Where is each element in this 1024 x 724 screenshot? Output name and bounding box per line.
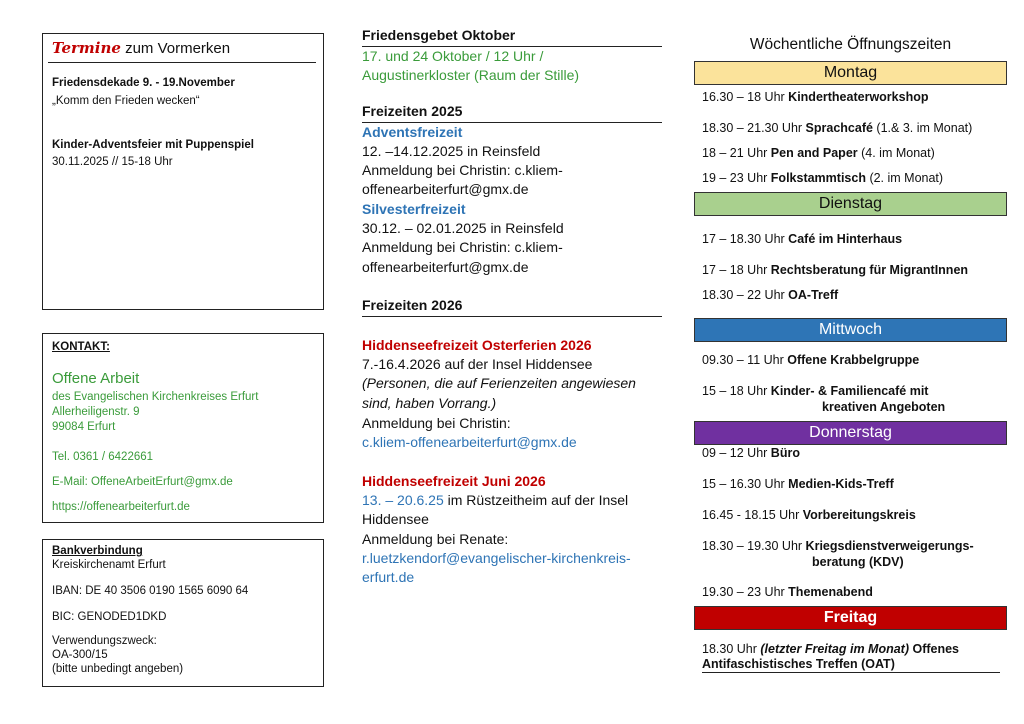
silvesterfreizeit-registration-email: offenearbeiterfurt@gmx.de xyxy=(362,259,529,275)
kontakt-email[interactable]: E-Mail: OffeneArbeitErfurt@gmx.de xyxy=(52,476,233,488)
silvesterfreizeit-title: Silvesterfreizeit xyxy=(362,201,466,217)
termine-title: Termine zum Vormerken xyxy=(52,39,231,57)
freitag-divider xyxy=(702,672,1000,673)
hiddensee-ostern-note1: (Personen, die auf Ferienzeiten angewiesen xyxy=(362,375,636,391)
day-montag: Montag xyxy=(694,61,1007,85)
hiddensee-juni-email1[interactable]: r.luetzkendorf@evangelischer-kirchenkreis- xyxy=(362,550,631,566)
friedensgebet-line1: 17. und 24 Oktober / 12 Uhr / xyxy=(362,48,544,64)
freitag-entry-1-cont: Antifaschistisches Treffen (OAT) xyxy=(702,657,895,671)
kontakt-org: Offene Arbeit xyxy=(52,370,140,387)
silvesterfreizeit-registration: Anmeldung bei Christin: c.kliem- xyxy=(362,239,563,255)
dienstag-entry-2: 17 – 18 Uhr Rechtsberatung für MigrantInnen xyxy=(702,263,969,277)
bank-purpose-value: OA-300/15 xyxy=(52,649,108,661)
hiddensee-juni-date-line: 13. – 20.6.25 im Rüstzeitheim auf der Insel xyxy=(362,492,629,508)
mittwoch-entry-1: 09.30 – 11 Uhr Offene Krabbelgruppe xyxy=(702,353,920,367)
hiddensee-ostern-title: Hiddenseefreizeit Osterferien 2026 xyxy=(362,337,592,353)
kontakt-city: 99084 Erfurt xyxy=(52,421,116,433)
bank-heading: Bankverbindung xyxy=(52,545,143,557)
friedensdekade-title: Friedensdekade 9. - 19.November xyxy=(52,77,235,89)
kontakt-line1: des Evangelischen Kirchenkreises Erfurt xyxy=(52,391,259,403)
termine-box xyxy=(42,33,324,310)
donnerstag-entry-1: 09 – 12 Uhr Büro xyxy=(702,446,800,460)
adventsfreizeit-registration: Anmeldung bei Christin: c.kliem- xyxy=(362,162,563,178)
donnerstag-entry-4: 18.30 – 19.30 Uhr Kriegsdienstverweigerungs- xyxy=(702,539,974,553)
hiddensee-ostern-date: 7.-16.4.2026 auf der Insel Hiddensee xyxy=(362,356,593,372)
silvesterfreizeit-date: 30.12. – 02.01.2025 in Reinsfeld xyxy=(362,220,564,236)
adventsfeier-title: Kinder-Adventsfeier mit Puppenspiel xyxy=(52,139,254,151)
dienstag-entry-1: 17 – 18.30 Uhr Café im Hinterhaus xyxy=(702,232,903,246)
montag-entry-1: 16.30 – 18 Uhr Kindertheaterworkshop xyxy=(702,90,929,104)
donnerstag-entry-4-cont: beratung (KDV) xyxy=(812,555,904,569)
montag-entry-2: 18.30 – 21.30 Uhr Sprachcafé (1.& 3. im Monat) xyxy=(702,121,973,135)
schedule-heading: Wöchentliche Öffnungszeiten xyxy=(749,36,952,53)
hiddensee-juni-place: Hiddensee xyxy=(362,511,429,527)
adventsfreizeit-title: Adventsfreizeit xyxy=(362,124,463,140)
friedensgebet-heading: Friedensgebet Oktober xyxy=(362,27,516,43)
day-mittwoch: Mittwoch xyxy=(694,318,1007,342)
adventsfeier-date: 30.11.2025 // 15-18 Uhr xyxy=(52,156,173,168)
hiddensee-ostern-email[interactable]: c.kliem-offenearbeiterfurt@gmx.de xyxy=(362,434,577,450)
termine-divider xyxy=(48,62,316,63)
friedensdekade-motto: „Komm den Frieden wecken“ xyxy=(52,95,200,107)
kontakt-phone: Tel. 0361 / 6422661 xyxy=(52,451,154,463)
friedensgebet-line2: Augustinerkloster (Raum der Stille) xyxy=(362,67,580,83)
adventsfreizeit-registration-email: offenearbeiterfurt@gmx.de xyxy=(362,181,529,197)
freizeiten-2025-heading: Freizeiten 2025 xyxy=(362,103,463,119)
hiddensee-juni-email2[interactable]: erfurt.de xyxy=(362,569,415,585)
hiddensee-juni-date: 13. – 20.6.25 xyxy=(362,492,444,508)
freizeiten-2026-divider xyxy=(362,316,662,317)
termine-title-script: Termine xyxy=(52,39,121,57)
day-donnerstag: Donnerstag xyxy=(694,421,1007,445)
kontakt-street: Allerheiligenstr. 9 xyxy=(52,406,140,418)
donnerstag-entry-3: 16.45 - 18.15 Uhr Vorbereitungskreis xyxy=(702,508,916,522)
day-freitag: Freitag xyxy=(694,606,1007,630)
kontakt-heading: KONTAKT: xyxy=(52,341,110,353)
freitag-entry-1: 18.30 Uhr (letzter Freitag im Monat) Offenes xyxy=(702,642,960,656)
mittwoch-entry-2: 15 – 18 Uhr Kinder- & Familiencafé mit xyxy=(702,384,929,398)
montag-entry-3: 18 – 21 Uhr Pen and Paper (4. im Monat) xyxy=(702,146,935,160)
dienstag-entry-3: 18.30 – 22 Uhr OA-Treff xyxy=(702,288,839,302)
kontakt-website[interactable]: https://offenearbeiterfurt.de xyxy=(52,501,190,513)
adventsfreizeit-date: 12. –14.12.2025 in Reinsfeld xyxy=(362,143,541,159)
bank-purpose-note: (bitte unbedingt angeben) xyxy=(52,663,184,675)
bank-purpose-label: Verwendungszweck: xyxy=(52,635,157,647)
donnerstag-entry-5: 19.30 – 23 Uhr Themenabend xyxy=(702,585,873,599)
bank-iban: IBAN: DE 40 3506 0190 1565 6090 64 xyxy=(52,585,249,597)
hiddensee-ostern-note2: sind, haben Vorrang.) xyxy=(362,395,497,411)
mittwoch-entry-2-cont: kreativen Angeboten xyxy=(822,400,946,414)
day-dienstag: Dienstag xyxy=(694,192,1007,216)
freizeiten-2026-heading: Freizeiten 2026 xyxy=(362,297,463,313)
hiddensee-ostern-registration: Anmeldung bei Christin: xyxy=(362,415,511,431)
bank-bic: BIC: GENODED1DKD xyxy=(52,611,167,623)
donnerstag-entry-2: 15 – 16.30 Uhr Medien-Kids-Treff xyxy=(702,477,894,491)
hiddensee-juni-registration: Anmeldung bei Renate: xyxy=(362,531,509,547)
bank-name: Kreiskirchenamt Erfurt xyxy=(52,559,166,571)
montag-entry-4: 19 – 23 Uhr Folkstammtisch (2. im Monat) xyxy=(702,171,944,185)
hiddensee-juni-title: Hiddenseefreizeit Juni 2026 xyxy=(362,473,546,489)
